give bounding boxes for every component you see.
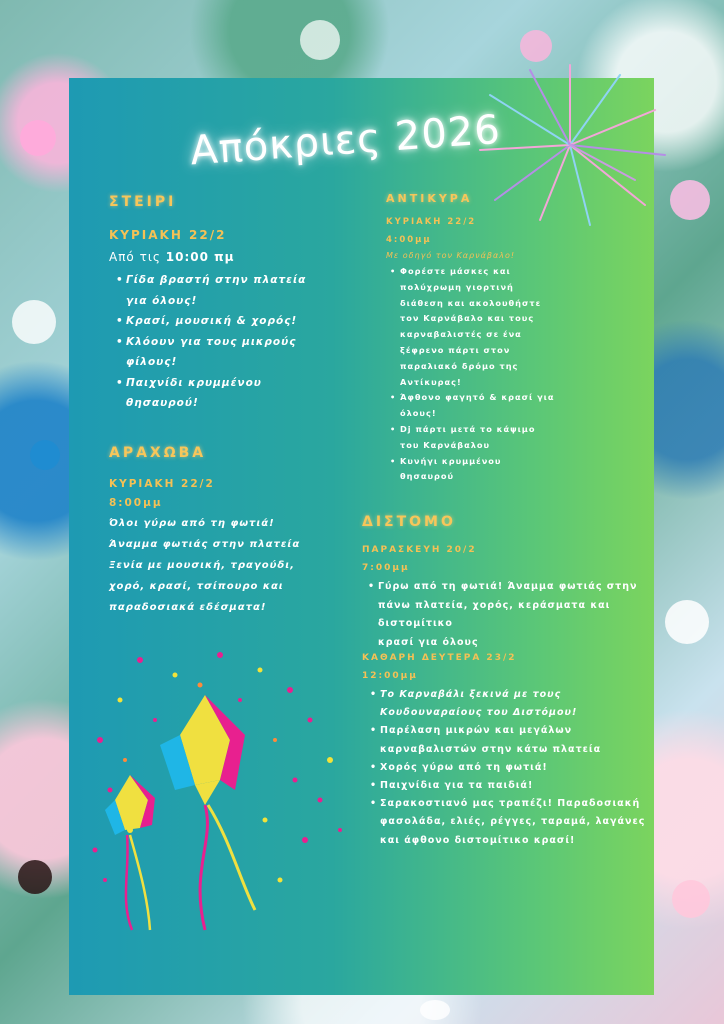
list-item-continued: καρναβαλιστών στην κάτω πλατεία (380, 743, 602, 755)
distomo-date-1: ΠΑΡΑΣΚΕΥΗ 20/2 (362, 545, 477, 555)
bokeh-light (30, 440, 60, 470)
arachova-time: 8:00μμ (109, 497, 163, 509)
antikyra-date: ΚΥΡΙΑΚΗ 22/2 (386, 217, 477, 227)
bokeh-light (420, 1000, 450, 1020)
kite-large (160, 695, 255, 930)
list-item-continued: Αντίκυρας! (400, 376, 462, 387)
antikyra-heading: ΑΝΤΙΚΥΡΑ (386, 192, 473, 205)
text-line: Όλοι γύρω από τη φωτιά! (109, 518, 275, 529)
bokeh-light (665, 600, 709, 644)
bokeh-light (20, 120, 56, 156)
list-item-continued: διστομίτικο (378, 618, 453, 629)
list-item-continued: θησαυρού! (126, 397, 199, 409)
bokeh-light (18, 860, 52, 894)
distomo-date-2: ΚΑΘΑΡΗ ΔΕΥΤΕΡΑ 23/2 (362, 653, 517, 663)
list-item-continued: ξέφρενο πάρτι στον (400, 344, 511, 355)
text-line: Άναμμα φωτιάς στην πλατεία (109, 539, 301, 550)
list-item-continued: φίλους! (126, 356, 178, 368)
bokeh-light (672, 880, 710, 918)
list-item-continued: θησαυρού (400, 471, 454, 482)
bokeh-light (520, 30, 552, 62)
arachova-heading: ΑΡΑΧΩΒΑ (109, 445, 207, 461)
list-item: • Γίδα βραστή στην πλατεία (126, 270, 306, 291)
list-item: • Παρέλαση μικρών και μεγάλων (380, 722, 645, 740)
list-item: • Το Καρναβάλι ξεκινά με τους (380, 686, 645, 704)
list-item: • Παιχνίδι κρυμμένου (126, 373, 306, 394)
antikyra-tagline: Με οδηγό τον Καρνάβαλο! (386, 251, 516, 260)
list-item-continued: πάνω πλατεία, χορός, κεράσματα και (378, 599, 611, 611)
list-item-continued: Κουδουναραίους του Διστόμου! (380, 707, 578, 719)
steiri-time-prefix: Από τις (109, 250, 161, 264)
list-item-continued: όλους! (400, 408, 437, 419)
list-item-continued: διάθεση και ακολουθήστε (400, 297, 542, 308)
list-item: • Κυνήγι κρυμμένου (400, 454, 554, 470)
bokeh-light (12, 300, 56, 344)
list-item-continued: του Καρνάβαλου (400, 439, 491, 450)
antikyra-time: 4:00μμ (386, 235, 432, 245)
kite-small (105, 775, 155, 930)
list-item-continued: φασολάδα, ελιές, ρέγγες, ταραμά, λαγάνες (380, 816, 646, 828)
list-item: • Χορός γύρω από τη φωτιά! (380, 759, 645, 777)
steiri-time (109, 250, 234, 264)
list-item-continued: και άφθονο διστομίτικο κρασί! (380, 834, 576, 846)
bokeh-light (300, 20, 340, 60)
list-item: • Άφθονο φαγητό & κρασί για (400, 390, 554, 406)
text-line: Ξενία με μουσική, τραγούδι, (109, 560, 295, 571)
list-item-continued: κρασί για όλους (378, 636, 479, 648)
steiri-list (126, 270, 306, 414)
text-line: χορό, κρασί, τσίπουρο και (109, 581, 284, 592)
distomo-heading: ΔΙΣΤΟΜΟ (362, 514, 456, 530)
arachova-text (109, 513, 300, 618)
list-item-continued: για όλους! (126, 294, 198, 307)
list-item: • Παιχνίδια για τα παιδιά! (380, 777, 645, 795)
list-item: • Σαρακοστιανό μας τραπέζι! Παραδοσιακή (380, 795, 645, 813)
list-item-continued: παραλιακό δρόμο της (400, 360, 519, 371)
list-item: • Κλόουν για τους μικρούς (126, 332, 306, 353)
list-item: • Κρασί, μουσική & χορός! (126, 311, 306, 332)
list-item: • Γύρω από τη φωτιά! Άναμμα φωτιάς στην (378, 578, 637, 597)
text-line: παραδοσιακά εδέσματα! (109, 602, 267, 613)
kites-illustration (80, 640, 360, 960)
steiri-time-value: 10:00 πμ (165, 250, 235, 264)
list-item-continued: καρναβαλιστές σε ένα (400, 329, 522, 340)
distomo-list-2 (380, 686, 645, 850)
distomo-list-1 (378, 578, 637, 652)
list-item-continued: τον Καρνάβαλο και τους (400, 313, 535, 324)
steiri-heading: ΣΤΕΙΡΙ (109, 194, 177, 210)
list-item: • Φορέστε μάσκες και (400, 264, 554, 280)
steiri-date: ΚΥΡΙΑΚΗ 22/2 (109, 228, 227, 242)
antikyra-list (400, 264, 554, 485)
distomo-time-2: 12:00μμ (362, 671, 418, 681)
list-item: • Dj πάρτι μετά το κάψιμο (400, 422, 554, 438)
list-item-continued: πολύχρωμη γιορτινή (400, 281, 514, 292)
arachova-date: ΚΥΡΙΑΚΗ 22/2 (109, 478, 215, 490)
bokeh-light (670, 180, 710, 220)
distomo-time-1: 7:00μμ (362, 563, 410, 573)
page-title: Απόκριες 2026 (188, 106, 503, 175)
